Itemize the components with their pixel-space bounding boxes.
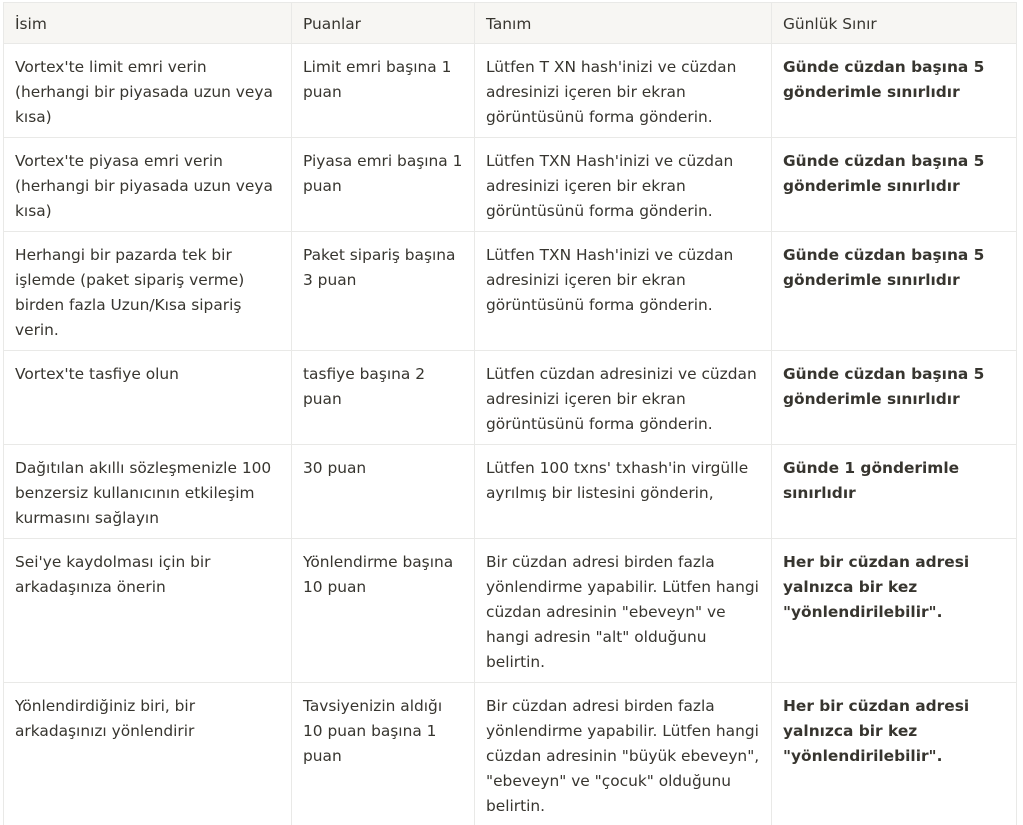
cell-daily-limit: Günde cüzdan başına 5 gönderimle sınırlıdır xyxy=(772,351,1017,445)
cell-description: Lütfen 100 txns' txhash'in virgülle ayrılmış bir listesini gönderin, xyxy=(475,445,772,539)
table-row xyxy=(4,138,1017,232)
cell-points: Paket sipariş başına 3 puan xyxy=(292,232,475,351)
cell-name: Vortex'te tasfiye olun xyxy=(4,351,292,445)
cell-points: Limit emri başına 1 puan xyxy=(292,44,475,138)
cell-points: 30 puan xyxy=(292,445,475,539)
table-row xyxy=(4,44,1017,138)
cell-name: Sei'ye kaydolması için bir arkadaşınıza önerin xyxy=(4,539,292,683)
cell-description: Lütfen TXN Hash'inizi ve cüzdan adresinizi içeren bir ekran görüntüsünü forma gönderin. xyxy=(475,138,772,232)
cell-name: Dağıtılan akıllı sözleşmenizle 100 benzersiz kullanıcının etkileşim kurmasını sağlayın xyxy=(4,445,292,539)
table-row xyxy=(4,539,1017,683)
table-row xyxy=(4,351,1017,445)
cell-daily-limit: Günde cüzdan başına 5 gönderimle sınırlıdır xyxy=(772,44,1017,138)
cell-name: Vortex'te piyasa emri verin (herhangi bir piyasada uzun veya kısa) xyxy=(4,138,292,232)
cell-points: Piyasa emri başına 1 puan xyxy=(292,138,475,232)
cell-points: Yönlendirme başına 10 puan xyxy=(292,539,475,683)
header-name: İsim xyxy=(4,3,292,44)
header-description: Tanım xyxy=(475,3,772,44)
points-table-container xyxy=(3,2,1016,825)
cell-points: tasfiye başına 2 puan xyxy=(292,351,475,445)
cell-description: Bir cüzdan adresi birden fazla yönlendirme yapabilir. Lütfen hangi cüzdan adresinin "ebeveyn" ve hangi adresin "alt" olduğunu belirtin. xyxy=(475,539,772,683)
cell-description: Lütfen cüzdan adresinizi ve cüzdan adresinizi içeren bir ekran görüntüsünü forma gönderin. xyxy=(475,351,772,445)
cell-name: Vortex'te limit emri verin (herhangi bir piyasada uzun veya kısa) xyxy=(4,44,292,138)
cell-daily-limit: Her bir cüzdan adresi yalnızca bir kez "yönlendirilebilir". xyxy=(772,539,1017,683)
cell-name: Yönlendirdiğiniz biri, bir arkadaşınızı yönlendirir xyxy=(4,683,292,825)
cell-daily-limit: Günde cüzdan başına 5 gönderimle sınırlıdır xyxy=(772,232,1017,351)
header-points: Puanlar xyxy=(292,3,475,44)
points-table xyxy=(3,2,1017,825)
table-row xyxy=(4,445,1017,539)
cell-description: Lütfen T XN hash'inizi ve cüzdan adresinizi içeren bir ekran görüntüsünü forma gönderin. xyxy=(475,44,772,138)
cell-name: Herhangi bir pazarda tek bir işlemde (paket sipariş verme) birden fazla Uzun/Kısa sipariş verin. xyxy=(4,232,292,351)
header-daily-limit: Günlük Sınır xyxy=(772,3,1017,44)
table-header-row xyxy=(4,3,1017,44)
cell-daily-limit: Her bir cüzdan adresi yalnızca bir kez "yönlendirilebilir". xyxy=(772,683,1017,825)
cell-daily-limit: Günde cüzdan başına 5 gönderimle sınırlıdır xyxy=(772,138,1017,232)
cell-daily-limit: Günde 1 gönderimle sınırlıdır xyxy=(772,445,1017,539)
table-row xyxy=(4,683,1017,825)
cell-points: Tavsiyenizin aldığı 10 puan başına 1 puan xyxy=(292,683,475,825)
cell-description: Bir cüzdan adresi birden fazla yönlendirme yapabilir. Lütfen hangi cüzdan adresinin "büyük ebeveyn", "ebeveyn" ve "çocuk" olduğunu belirtin. xyxy=(475,683,772,825)
cell-description: Lütfen TXN Hash'inizi ve cüzdan adresinizi içeren bir ekran görüntüsünü forma gönderin. xyxy=(475,232,772,351)
table-row xyxy=(4,232,1017,351)
